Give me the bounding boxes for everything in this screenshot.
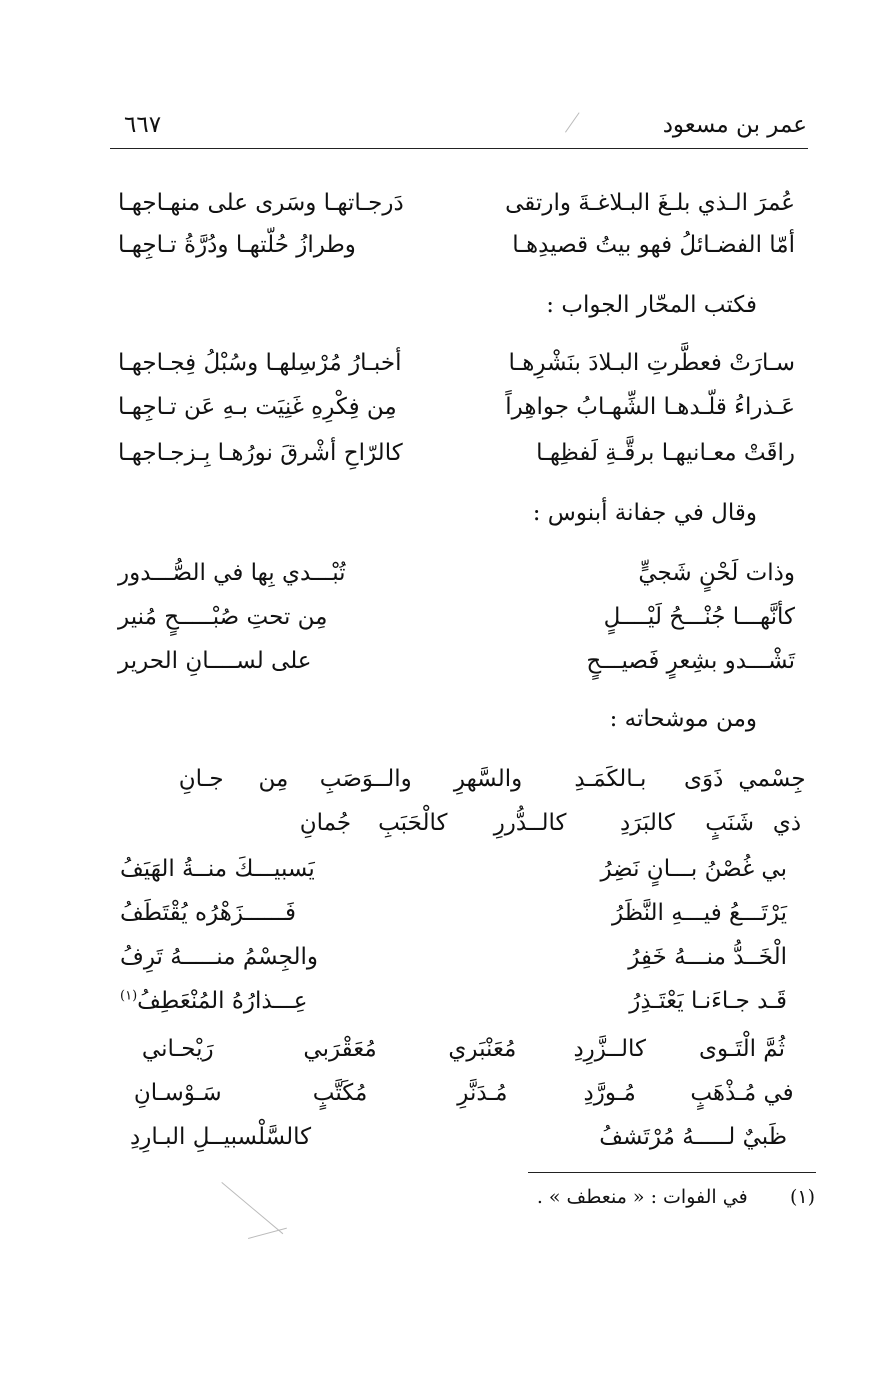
poem1-line1-left: دَرجـاتهـا وسَرى على منهـاجهـا xyxy=(118,190,404,216)
poem2-line2-left: مِن فِكْرِهِ غَنِيَت بـهِ عَن تـاجِهـا xyxy=(118,394,397,420)
mw7-w5: رَيْحـاني xyxy=(141,1036,214,1062)
footnote-number: (١) xyxy=(789,1186,815,1208)
poem3-line3-left: على لســــانِ الحرير xyxy=(118,648,312,674)
mw1-w3: بـالكَمَـدِ xyxy=(574,766,647,792)
muwashshah-line8 xyxy=(107,1080,807,1106)
poem2-line1-left: أخبـارُ مُرْسِلهـا وسُبْلُ فِجـاجهـا xyxy=(118,350,402,376)
poem3-line1-left: تُبْـــدي بِها في الصُّـــدور xyxy=(118,560,346,586)
mw7-w3: مُعَنْبَري xyxy=(448,1036,517,1062)
mw7-w4: مُعَقْرَبي xyxy=(303,1036,377,1062)
mw2-w6: جُمانِ xyxy=(299,810,352,836)
header-rule xyxy=(110,148,808,149)
muwashshah-line1 xyxy=(107,766,807,792)
page-number: ٦٦٧ xyxy=(124,112,162,138)
muwashshah-line4-left: فَــــــزَهْرُه يُقْتَطَفُ xyxy=(120,900,296,926)
muwashshah-line7 xyxy=(107,1036,807,1062)
footnote-rule xyxy=(528,1172,816,1173)
muwashshah-line5-left: والجِسْمُ منـــــهُ تَرِفُ xyxy=(120,944,319,970)
intro-bowl: وقال في جفانة أبنوس : xyxy=(532,500,757,526)
mw1-w7: جـانِ xyxy=(178,766,224,792)
muwashshah-line4-right: يَرْتَـــعُ فيـــهِ النَّظَرُ xyxy=(612,900,787,926)
muwashshah-line6-left xyxy=(120,988,307,1014)
poem2-line2-right: عَـذراءُ قلّـدهـا الشِّهـابُ جواهِراً xyxy=(505,394,795,420)
scan-mark xyxy=(221,1182,283,1234)
poem1-line2-right: أمّا الفضـائلُ فهو بيتُ قصيدِهـا xyxy=(512,232,795,258)
intro-reply: فكتب المحّار الجواب : xyxy=(546,292,757,318)
mw2-w4: كالــدُّررِ xyxy=(493,810,567,836)
scan-mark xyxy=(565,112,580,132)
poem1-line2-left: وطرازُ حُلّتهـا ودُرَّةُ تـاجِهـا xyxy=(118,232,356,258)
mw2-w5: كالْحَبَبِ xyxy=(378,810,448,836)
footnote-text: في الفوات : « منعطف » . xyxy=(536,1186,748,1208)
mw1-w1: جِسْمي xyxy=(738,766,806,792)
mw8-w5: سَـوْسـانِ xyxy=(133,1080,222,1106)
running-head-title: عمر بن مسعود xyxy=(662,112,807,138)
mw8-w4: مُكَتَّبٍ xyxy=(312,1080,368,1106)
muwashshah-line3-right: بي غُصْنُ بـــانٍ نَضِرُ xyxy=(600,856,787,882)
mw1-w6: مِن xyxy=(258,766,289,792)
mw2-w1: ذي xyxy=(772,810,802,836)
mw7-w1: ثُمَّ الْتَـوى xyxy=(699,1036,785,1062)
poem3-line2-left: مِن تحتِ صُبْـــــحٍ مُنير xyxy=(118,604,328,630)
mw8-w3: مُـدَنَّرِ xyxy=(457,1080,508,1106)
poem3-line3-right: تَشْـــدو بشِعرٍ فَصيـــحٍ xyxy=(586,648,795,674)
poem2-line3-left: كالرّاحِ أشْرقَ نورُهـا بِـزجـاجهـا xyxy=(118,440,403,466)
poem1-line1-right: عُمرَ الـذي بلـغَ البـلاغـةَ وارتقى xyxy=(505,190,795,216)
mw1-w5: والــوَصَبِ xyxy=(319,766,412,792)
muwashshah-line6-right: قَـد جـاءَنـا يَعْتَـذِرُ xyxy=(629,988,787,1014)
mw2-w3: كالبَرَدِ xyxy=(619,810,675,836)
poem2-line1-right: سـارَتْ فعطَّرتِ البـلادَ بنَشْرِهـا xyxy=(508,350,795,376)
footnote xyxy=(537,1186,815,1208)
muwashshah-line5-right: الْخَــدُّ منـــهُ خَفِرُ xyxy=(628,944,787,970)
muwashshah-line2 xyxy=(107,810,807,836)
mw1-w2: ذَوَى xyxy=(684,766,724,792)
mw2-w2: شَنَبٍ xyxy=(705,810,755,836)
muwashshah-line6-left-text: عِـــذارُهُ المُنْعَطِفُ xyxy=(137,988,308,1014)
footnote-marker: (١) xyxy=(120,988,138,1004)
muwashshah-line9-left: كالسَّلْسبيــلِ البـارِدِ xyxy=(130,1124,312,1150)
mw1-w4: والسَّهرِ xyxy=(453,766,523,792)
poem3-line2-right: كأنَّهـــا جُنْـــحُ لَيْــــلٍ xyxy=(603,604,795,630)
poem3-line1-right: وذات لَحْنٍ شَجيٍّ xyxy=(638,560,795,586)
mw8-w1: في مُـذْهَبٍ xyxy=(690,1080,794,1106)
poem2-line3-right: راقَتْ معـانيهـا برقَّـةِ لَفظِهـا xyxy=(536,440,795,466)
mw8-w2: مُـورَّدِ xyxy=(583,1080,636,1106)
muwashshah-line9-right: ظَبيٌ لـــــهُ مُرْتَشفُ xyxy=(599,1124,787,1150)
mw7-w2: كالــزَّرِدِ xyxy=(573,1036,646,1062)
muwashshah-line3-left: يَسبيـــكَ منــةُ الهَيَفُ xyxy=(120,856,315,882)
intro-muwashshah: ومن موشحاته : xyxy=(609,706,757,732)
